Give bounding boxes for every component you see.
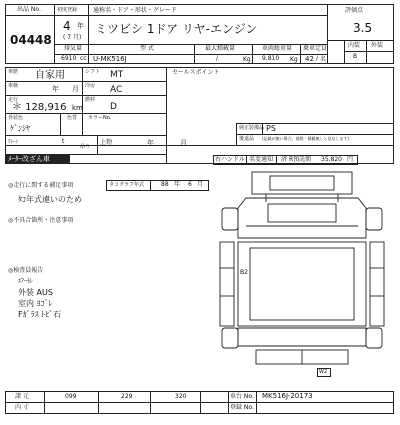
equip-value: PS <box>266 124 276 133</box>
chassis-label: 車台 No. <box>230 393 254 400</box>
upper-label: 上物 <box>100 139 113 146</box>
diagram-roof-front <box>252 172 352 194</box>
name-notice-label: 名変通知 <box>249 156 274 163</box>
first-reg-label: 初度登録 <box>57 7 78 13</box>
type-label: 車歴 <box>8 69 19 75</box>
mark-w2: W2 <box>319 369 328 375</box>
cooler-value: AC <box>110 85 123 95</box>
chassis-value: MK516J-20173 <box>262 392 313 400</box>
model-value: U-MK516J <box>93 55 127 63</box>
model-label: 型 式 <box>140 45 154 52</box>
mileage-label: 走行 <box>8 97 19 103</box>
defects-title: ◎不具合箇所・注意事項 <box>8 217 74 224</box>
displacement-value: 6910 <box>61 55 77 62</box>
meter-bar: ﾒｰﾀｰ改ざん車 <box>5 155 70 164</box>
inspection-month-unit: 月 <box>72 85 79 93</box>
recycle-unit: 円 <box>347 156 354 163</box>
ext-color-value: ｹﾞﾝｼﾔ <box>10 124 30 133</box>
ext-color-label: 外装色 <box>8 115 24 121</box>
steer-label: 右ハンドル <box>215 156 246 163</box>
tacho-label: タコグラフ年式 <box>109 182 145 188</box>
shift-value: MT <box>110 70 124 80</box>
gross-weight-value: 9,810 <box>262 55 280 62</box>
lot-divider <box>54 4 55 64</box>
exterior-label: 外装 <box>371 42 384 49</box>
capacity-unit2: 名 <box>320 56 327 63</box>
displacement-label: 排気量 <box>64 45 83 52</box>
year-suffix: 年 <box>77 22 84 30</box>
inspection-label: 車検 <box>8 83 19 89</box>
rear-seat-note: (記載が無い場合、着脱・積載無しと見なします) <box>262 136 350 141</box>
lot-number: 04448 <box>10 33 52 47</box>
mileage-value: ＊ 128,916 <box>12 102 67 113</box>
row1-value-3: 320 <box>175 393 187 400</box>
mileage-unit: km <box>72 104 83 112</box>
score-label: 評価点 <box>345 7 364 14</box>
gross-weight-label: 車両総重量 <box>262 45 293 52</box>
capacity-label: 乗車定員 <box>303 45 328 52</box>
recycle-value: 35,820 <box>321 156 342 163</box>
tacho-month: 6 <box>188 181 192 188</box>
tacho-month-unit: 月 <box>197 181 204 188</box>
car-name: ミツビシ 1ドア リヤ-エンジン <box>95 22 258 36</box>
shift-label: シフト <box>85 69 101 75</box>
inspector-line-2: 外装 AUS <box>18 288 53 297</box>
crane-label: ｸﾚｰﾝ <box>8 139 19 145</box>
tacho-year: 88 <box>161 181 169 188</box>
inspector-line-1: ｴｱｰﾓﾚ <box>18 278 34 285</box>
inspection-year-unit: 年 <box>52 85 59 93</box>
type-value: 自家用 <box>35 70 65 81</box>
score-value: 3.5 <box>353 21 373 35</box>
diagram-wheel-rear-right <box>366 328 382 348</box>
fuel-label: 燃料 <box>85 97 96 103</box>
diagram-windshield <box>270 176 334 190</box>
cooler-label: 冷房 <box>85 83 96 89</box>
inspector-title: ◎検査員報告 <box>8 267 44 274</box>
diagram-left-side <box>220 242 234 326</box>
sales-point-label: セールスポイント <box>172 69 220 76</box>
row1-value-1: 099 <box>65 393 77 400</box>
capacity-unit: / <box>316 55 319 62</box>
lot-label-divider <box>5 15 54 16</box>
max-load-label: 最大積載量 <box>205 45 236 52</box>
interior-grade: B <box>353 53 358 60</box>
diagram-wheel-front-left <box>222 208 238 230</box>
row2-label: 内 寸 <box>15 404 29 411</box>
recycle-sym: 済 <box>281 156 288 163</box>
diagram-wheel-front-right <box>366 208 382 230</box>
displacement-unit: cc <box>80 55 87 62</box>
upper-month: 月 <box>180 139 187 147</box>
color-no-label: カラーNo. <box>88 115 112 121</box>
equip-label: 純正装備品 <box>239 125 265 131</box>
running-title: ◎走行に関する補足事項 <box>8 182 74 189</box>
diagram-rear-body <box>238 328 366 346</box>
rear-seat-label: 後退品 <box>239 136 255 142</box>
name-label: 通称名・ドア・形状・グレード <box>93 7 177 14</box>
capacity-value: 42 <box>305 55 314 63</box>
inspector-line-3: 室内 ﾖｺﾞﾚ <box>18 299 53 308</box>
max-load-value: / <box>216 55 219 62</box>
diagram-right-side <box>370 242 384 326</box>
diagram-wheel-rear-left <box>222 328 238 348</box>
crane-point: 吊り <box>80 144 91 150</box>
lot-label: 出品 No. <box>17 6 41 13</box>
crane-unit: t <box>62 138 65 145</box>
diagram-hood <box>268 204 336 222</box>
mark-b2: B2 <box>240 269 248 276</box>
upper-year: 年 <box>147 139 154 147</box>
row1-label: 諸 元 <box>15 393 29 400</box>
month-text: ( 7 月) <box>63 34 82 41</box>
fuel-value: D <box>110 102 117 112</box>
year-number: 4 <box>63 19 71 33</box>
reg-label: 登録 No. <box>230 404 254 411</box>
tacho-year-unit: 年 <box>174 181 181 188</box>
row1-value-2: 229 <box>121 393 133 400</box>
interior-label: 内装 <box>348 42 361 49</box>
diagram-cargo-body <box>238 242 366 326</box>
recycle-label: R預託額 <box>289 156 312 163</box>
color-label: 色替 <box>67 115 78 121</box>
running-note: ﾀｺ年式違いのため <box>18 195 82 204</box>
max-load-unit: Kg <box>243 56 251 63</box>
gross-weight-unit: Kg <box>290 56 298 63</box>
inspector-line-4: Fｶﾞﾗｽ ﾄﾋﾞ石 <box>18 310 62 319</box>
